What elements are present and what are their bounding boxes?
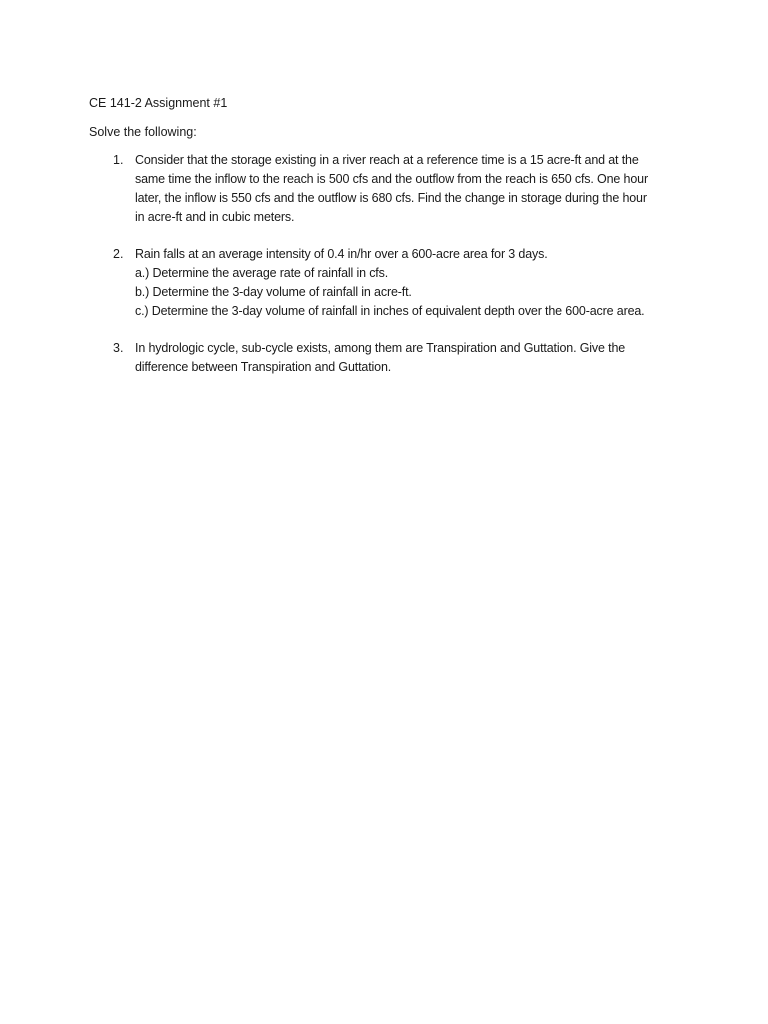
question-2-part-b: b.) Determine the 3-day volume of rainfall in acre-ft. bbox=[135, 285, 412, 299]
question-1-line-3: later, the inflow is 550 cfs and the outflow is 680 cfs. Find the change in storage during the hour bbox=[135, 191, 647, 205]
question-2-part-a: a.) Determine the average rate of rainfall in cfs. bbox=[135, 266, 389, 280]
question-3-line-1: In hydrologic cycle, sub-cycle exists, among them are Transpiration and Guttation. Give the bbox=[135, 341, 626, 355]
instruction-text: Solve the following: bbox=[89, 125, 197, 139]
question-2-line-1: Rain falls at an average intensity of 0.4 in/hr over a 600-acre area for 3 days. bbox=[135, 247, 548, 261]
question-1-number: 1. bbox=[113, 153, 124, 167]
question-1-line-1: Consider that the storage existing in a river reach at a reference time is a 15 acre-ft and at the bbox=[135, 153, 639, 167]
question-3-number: 3. bbox=[113, 341, 124, 355]
question-1-line-2: same time the inflow to the reach is 500 cfs and the outflow from the reach is 650 cfs. One hour bbox=[135, 172, 648, 186]
assignment-title: CE 141-2 Assignment #1 bbox=[89, 96, 228, 110]
question-2-number: 2. bbox=[113, 247, 124, 261]
question-1-line-4: in acre-ft and in cubic meters. bbox=[135, 210, 295, 224]
question-3-line-2: difference between Transpiration and Guttation. bbox=[135, 360, 392, 374]
question-2-part-c: c.) Determine the 3-day volume of rainfall in inches of equivalent depth over the 600-acre area. bbox=[135, 304, 645, 318]
